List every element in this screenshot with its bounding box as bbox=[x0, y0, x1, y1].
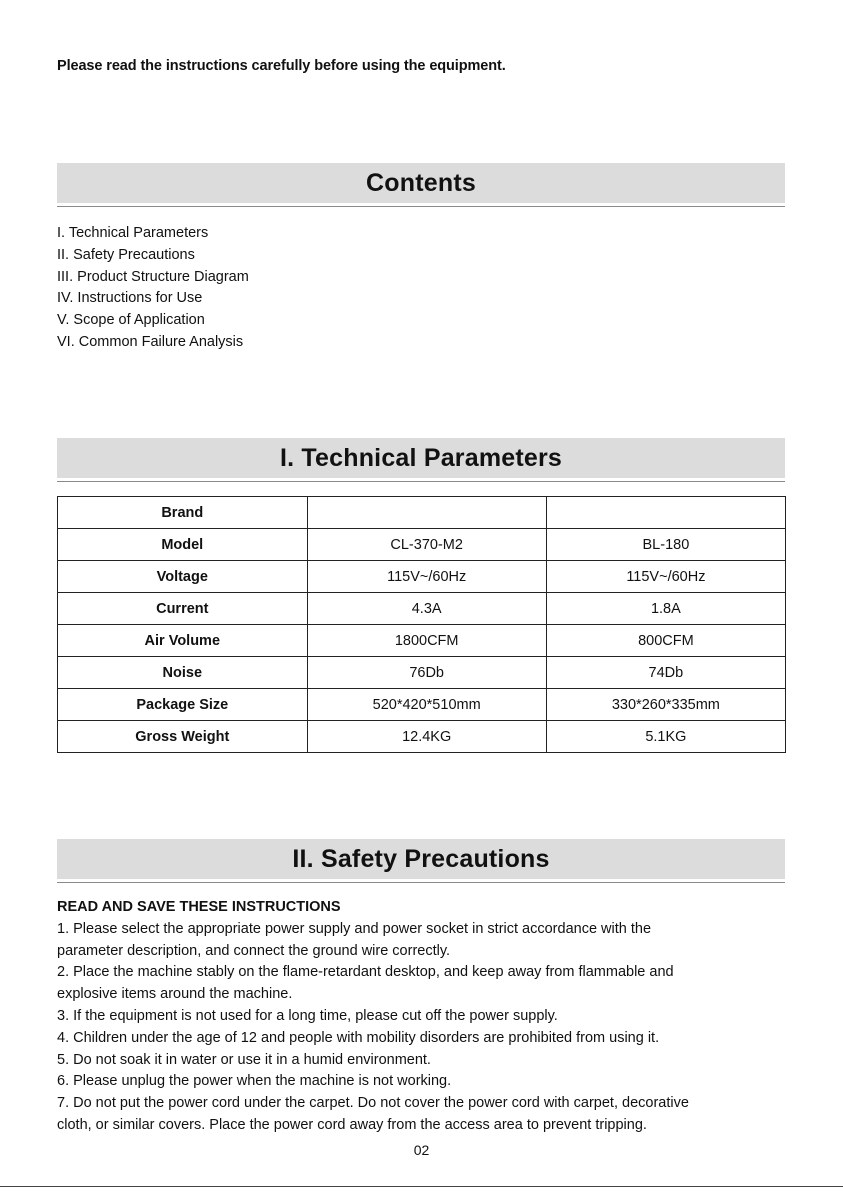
param-label: Model bbox=[58, 529, 308, 561]
param-value-a: 115V~/60Hz bbox=[307, 561, 546, 593]
param-value-b: 115V~/60Hz bbox=[546, 561, 785, 593]
page-bottom-rule bbox=[0, 1186, 843, 1187]
contents-item: V. Scope of Application bbox=[57, 312, 205, 329]
table-row bbox=[58, 721, 786, 753]
contents-title-bar bbox=[57, 163, 785, 203]
contents-list bbox=[57, 223, 249, 354]
contents-divider bbox=[57, 206, 785, 207]
safety-line: 3. If the equipment is not used for a long time, please cut off the power supply. bbox=[57, 1007, 558, 1024]
param-label: Air Volume bbox=[58, 625, 308, 657]
param-label: Current bbox=[58, 593, 308, 625]
safety-line: cloth, or similar covers. Place the power cord away from the access area to prevent tripping. bbox=[57, 1116, 647, 1133]
technical-title-bar bbox=[57, 438, 785, 478]
param-value-a: 520*420*510mm bbox=[307, 689, 546, 721]
param-value-a: 1800CFM bbox=[307, 625, 546, 657]
param-value-b: 1.8A bbox=[546, 593, 785, 625]
contents-item: VI. Common Failure Analysis bbox=[57, 333, 244, 350]
safety-line: explosive items around the machine. bbox=[57, 986, 293, 1003]
safety-line: 4. Children under the age of 12 and people with mobility disorders are prohibited from using it. bbox=[57, 1029, 660, 1046]
contents-item: III. Product Structure Diagram bbox=[57, 268, 249, 285]
table-row bbox=[58, 561, 786, 593]
safety-line: parameter description, and connect the ground wire correctly. bbox=[57, 942, 451, 959]
safety-instructions bbox=[57, 897, 787, 1137]
param-value-b: 330*260*335mm bbox=[546, 689, 785, 721]
param-value-a: CL-370-M2 bbox=[307, 529, 546, 561]
contents-title: Contents bbox=[366, 168, 476, 197]
param-label: Noise bbox=[58, 657, 308, 689]
intro-notice: Please read the instructions carefully before using the equipment. bbox=[57, 58, 506, 74]
safety-divider bbox=[57, 882, 785, 883]
table-row bbox=[58, 593, 786, 625]
table-row bbox=[58, 689, 786, 721]
contents-item: II. Safety Precautions bbox=[57, 246, 195, 263]
param-value-b: 800CFM bbox=[546, 625, 785, 657]
technical-divider bbox=[57, 481, 785, 482]
contents-item: I. Technical Parameters bbox=[57, 225, 209, 241]
technical-parameters-table bbox=[57, 496, 786, 753]
param-value-a: 4.3A bbox=[307, 593, 546, 625]
param-value-b: 5.1KG bbox=[546, 721, 785, 753]
param-label: Gross Weight bbox=[58, 721, 308, 753]
safety-line: 6. Please unplug the power when the machine is not working. bbox=[57, 1073, 452, 1090]
param-value-b bbox=[546, 497, 785, 529]
param-value-a: 76Db bbox=[307, 657, 546, 689]
param-label: Brand bbox=[58, 497, 308, 529]
param-label: Package Size bbox=[58, 689, 308, 721]
safety-line: 5. Do not soak it in water or use it in a humid environment. bbox=[57, 1051, 431, 1068]
param-value-b: BL-180 bbox=[546, 529, 785, 561]
page-number: 02 bbox=[413, 1142, 430, 1158]
safety-line: 7. Do not put the power cord under the carpet. Do not cover the power cord with carpet, decorative bbox=[57, 1095, 689, 1112]
safety-heading: READ AND SAVE THESE INSTRUCTIONS bbox=[57, 899, 341, 915]
param-label: Voltage bbox=[58, 561, 308, 593]
safety-title: II. Safety Precautions bbox=[292, 844, 550, 873]
table-row bbox=[58, 529, 786, 561]
table-row bbox=[58, 625, 786, 657]
safety-title-bar bbox=[57, 839, 785, 879]
param-value-a: 12.4KG bbox=[307, 721, 546, 753]
param-value-a bbox=[307, 497, 546, 529]
technical-title: I. Technical Parameters bbox=[279, 443, 563, 472]
safety-line: 1. Please select the appropriate power supply and power socket in strict accordance with the bbox=[57, 920, 652, 937]
param-value-b: 74Db bbox=[546, 657, 785, 689]
table-row bbox=[58, 657, 786, 689]
contents-item: IV. Instructions for Use bbox=[57, 290, 203, 307]
safety-line: 2. Place the machine stably on the flame-retardant desktop, and keep away from flammable and bbox=[57, 964, 674, 981]
table-row bbox=[58, 497, 786, 529]
